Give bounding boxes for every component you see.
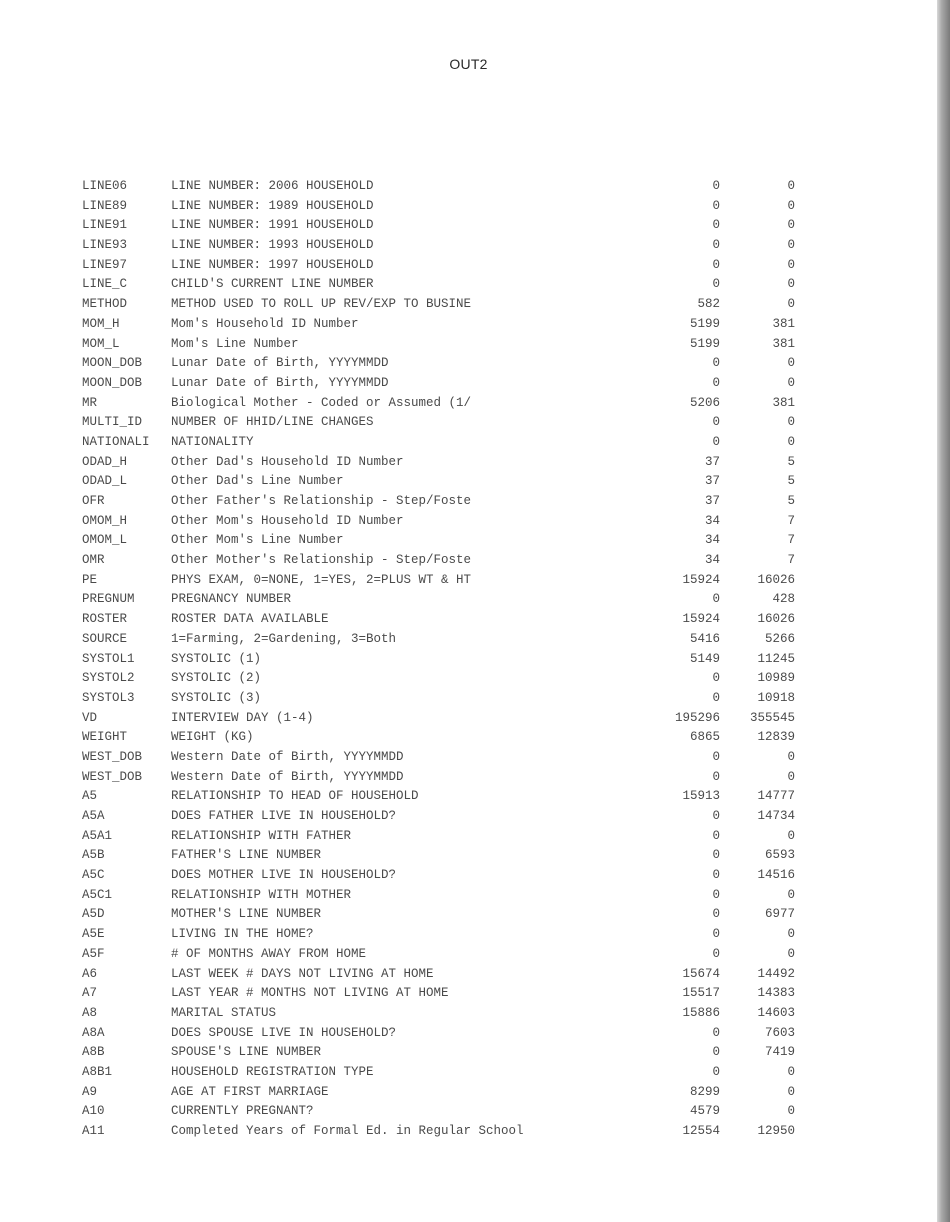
variable-name: A5C: [82, 868, 105, 883]
count-column-1: 34: [704, 553, 720, 568]
count-column-2: 0: [787, 769, 795, 784]
table-row: [0, 215, 937, 235]
count-column-1: 195296: [674, 710, 720, 725]
count-column-2: 0: [787, 179, 795, 193]
count-column-2: 0: [787, 887, 795, 902]
table-row: [0, 1023, 937, 1043]
count-column-2: 0: [787, 1104, 795, 1119]
variable-name: LINE97: [82, 257, 128, 272]
count-column-2: 11245: [757, 651, 795, 666]
count-column-2: 0: [787, 218, 795, 233]
variable-label: ROSTER DATA AVAILABLE: [171, 612, 329, 627]
variable-name: A9: [82, 1084, 98, 1099]
variable-name: WEST_DOB: [82, 769, 143, 784]
table-row: [0, 196, 937, 216]
variable-label: RELATIONSHIP WITH FATHER: [171, 828, 352, 843]
count-column-2: 355545: [749, 710, 795, 725]
table-row: [0, 747, 937, 767]
scrollbar[interactable]: [937, 0, 950, 1222]
count-column-1: 0: [712, 218, 720, 233]
table-row: [0, 767, 937, 787]
count-column-2: 0: [787, 375, 795, 390]
count-column-1: 8299: [689, 1084, 720, 1099]
count-column-1: 15886: [682, 1005, 720, 1020]
count-column-1: 0: [712, 257, 720, 272]
table-row: [0, 1082, 937, 1102]
variable-name: MOM_H: [82, 316, 120, 331]
count-column-1: 4579: [689, 1104, 720, 1119]
table-row: [0, 393, 937, 413]
count-column-1: 582: [697, 297, 720, 312]
count-column-1: 0: [712, 887, 720, 902]
count-column-2: 6593: [764, 848, 795, 863]
table-row: [0, 609, 937, 629]
table-row: [0, 904, 937, 924]
variable-label: Other Dad's Household ID Number: [171, 454, 404, 469]
count-column-2: 428: [772, 592, 795, 607]
count-column-2: 0: [787, 749, 795, 764]
variable-name: SOURCE: [82, 631, 128, 646]
variable-name: A5A: [82, 809, 105, 823]
count-column-2: 7419: [764, 1045, 795, 1060]
count-column-1: 5416: [689, 631, 720, 646]
variable-name: OMR: [82, 553, 105, 568]
table-row: [0, 727, 937, 747]
table-row: [0, 274, 937, 294]
count-column-2: 0: [787, 927, 795, 942]
count-column-1: 0: [712, 415, 720, 430]
table-row: [0, 668, 937, 688]
variable-label: METHOD USED TO ROLL UP REV/EXP TO BUSINE: [171, 297, 472, 312]
count-column-1: 0: [712, 946, 720, 961]
table-row: [0, 294, 937, 314]
variable-name: A11: [82, 1124, 105, 1138]
table-row: [0, 570, 937, 590]
variable-table: [0, 176, 937, 1141]
count-column-2: 381: [772, 316, 795, 331]
variable-label: Other Mom's Line Number: [171, 533, 344, 548]
table-row: [0, 334, 937, 354]
variable-label: Lunar Date of Birth, YYYYMMDD: [171, 356, 389, 371]
variable-label: # OF MONTHS AWAY FROM HOME: [171, 946, 367, 961]
table-row: [0, 373, 937, 393]
variable-label: Biological Mother - Coded or Assumed (1/: [171, 395, 472, 410]
count-column-2: 0: [787, 356, 795, 371]
count-column-1: 0: [712, 927, 720, 942]
table-row: [0, 845, 937, 865]
table-row: [0, 629, 937, 649]
count-column-1: 0: [712, 848, 720, 863]
count-column-1: 0: [712, 238, 720, 253]
count-column-1: 15517: [682, 986, 720, 1001]
variable-label: Other Father's Relationship - Step/Foste: [171, 494, 472, 508]
variable-name: A8B1: [82, 1064, 113, 1079]
variable-name: A7: [82, 986, 98, 1001]
variable-label: LINE NUMBER: 1989 HOUSEHOLD: [171, 198, 374, 213]
variable-name: LINE89: [82, 198, 128, 213]
count-column-2: 7: [787, 553, 795, 568]
variable-label: HOUSEHOLD REGISTRATION TYPE: [171, 1064, 374, 1079]
count-column-2: 0: [787, 946, 795, 961]
variable-label: RELATIONSHIP TO HEAD OF HOUSEHOLD: [171, 789, 419, 804]
variable-name: MR: [82, 395, 98, 410]
table-row: [0, 353, 937, 373]
variable-label: DOES SPOUSE LIVE IN HOUSEHOLD?: [171, 1025, 397, 1040]
variable-name: PREGNUM: [82, 592, 135, 607]
table-row: [0, 1121, 937, 1141]
table-row: [0, 589, 937, 609]
count-column-2: 381: [772, 336, 795, 351]
count-column-1: 15674: [682, 966, 720, 981]
table-row: [0, 550, 937, 570]
variable-name: A8B: [82, 1045, 105, 1060]
table-row: [0, 314, 937, 334]
variable-label: Completed Years of Formal Ed. in Regular School: [171, 1124, 524, 1138]
variable-name: PE: [82, 572, 98, 587]
variable-name: WEIGHT: [82, 730, 128, 745]
count-column-1: 5206: [689, 395, 720, 410]
count-column-2: 5: [787, 474, 795, 489]
count-column-2: 7: [787, 513, 795, 528]
variable-label: AGE AT FIRST MARRIAGE: [171, 1084, 329, 1099]
table-row: [0, 806, 937, 826]
count-column-1: 0: [712, 769, 720, 784]
variable-label: Western Date of Birth, YYYYMMDD: [171, 769, 404, 784]
count-column-1: 0: [712, 907, 720, 922]
table-row: [0, 235, 937, 255]
variable-label: 1=Farming, 2=Gardening, 3=Both: [171, 631, 397, 646]
variable-name: A5C1: [82, 887, 113, 902]
variable-name: A5: [82, 789, 98, 804]
variable-label: FATHER'S LINE NUMBER: [171, 848, 322, 863]
variable-label: Other Dad's Line Number: [171, 474, 344, 489]
count-column-2: 7: [787, 533, 795, 548]
count-column-2: 0: [787, 1084, 795, 1099]
table-row: [0, 452, 937, 472]
variable-label: LINE NUMBER: 2006 HOUSEHOLD: [171, 179, 374, 193]
count-column-2: 7603: [764, 1025, 795, 1040]
variable-name: OFR: [82, 494, 105, 508]
count-column-1: 0: [712, 1025, 720, 1040]
table-row: [0, 964, 937, 984]
variable-name: WEST_DOB: [82, 749, 143, 764]
variable-name: ROSTER: [82, 612, 128, 627]
variable-name: VD: [82, 710, 98, 725]
variable-label: PHYS EXAM, 0=NONE, 1=YES, 2=PLUS WT & HT: [171, 572, 472, 587]
table-row: [0, 708, 937, 728]
table-row: [0, 865, 937, 885]
variable-name: OMOM_L: [82, 533, 128, 548]
table-row: [0, 826, 937, 846]
count-column-1: 15924: [682, 612, 720, 627]
count-column-1: 0: [712, 749, 720, 764]
count-column-2: 14734: [757, 809, 795, 823]
count-column-2: 6977: [764, 907, 795, 922]
variable-name: A5B: [82, 848, 105, 863]
count-column-1: 5199: [689, 336, 720, 351]
count-column-1: 12554: [682, 1124, 720, 1138]
variable-label: Lunar Date of Birth, YYYYMMDD: [171, 375, 389, 390]
variable-name: A8A: [82, 1025, 105, 1040]
count-column-2: 0: [787, 828, 795, 843]
table-row: [0, 1042, 937, 1062]
count-column-1: 37: [704, 494, 720, 508]
variable-name: LINE91: [82, 218, 128, 233]
variable-label: MOTHER'S LINE NUMBER: [171, 907, 322, 922]
variable-label: DOES MOTHER LIVE IN HOUSEHOLD?: [171, 868, 397, 883]
variable-name: MOON_DOB: [82, 375, 143, 390]
count-column-1: 5149: [689, 651, 720, 666]
variable-name: A5E: [82, 927, 105, 942]
table-row: [0, 471, 937, 491]
variable-label: SYSTOLIC (3): [171, 690, 262, 705]
count-column-1: 34: [704, 533, 720, 548]
count-column-1: 6865: [689, 730, 720, 745]
variable-name: SYSTOL2: [82, 671, 135, 686]
count-column-1: 0: [712, 592, 720, 607]
count-column-2: 381: [772, 395, 795, 410]
variable-label: LINE NUMBER: 1991 HOUSEHOLD: [171, 218, 374, 233]
count-column-1: 0: [712, 868, 720, 883]
table-row: [0, 1003, 937, 1023]
count-column-2: 0: [787, 1064, 795, 1079]
table-row: [0, 530, 937, 550]
variable-name: SYSTOL1: [82, 651, 135, 666]
count-column-1: 34: [704, 513, 720, 528]
count-column-1: 37: [704, 454, 720, 469]
table-row: [0, 412, 937, 432]
count-column-1: 0: [712, 1045, 720, 1060]
variable-label: NATIONALITY: [171, 434, 254, 449]
count-column-2: 16026: [757, 612, 795, 627]
count-column-2: 16026: [757, 572, 795, 587]
count-column-2: 0: [787, 297, 795, 312]
variable-name: MOON_DOB: [82, 356, 143, 371]
variable-label: RELATIONSHIP WITH MOTHER: [171, 887, 352, 902]
count-column-1: 15924: [682, 572, 720, 587]
variable-name: LINE_C: [82, 277, 128, 292]
variable-label: SYSTOLIC (1): [171, 651, 262, 666]
variable-name: SYSTOL3: [82, 690, 135, 705]
variable-name: METHOD: [82, 297, 128, 312]
variable-label: LIVING IN THE HOME?: [171, 927, 314, 942]
variable-label: WEIGHT (KG): [171, 730, 254, 745]
table-row: [0, 924, 937, 944]
count-column-2: 14516: [757, 868, 795, 883]
table-row: [0, 511, 937, 531]
count-column-1: 0: [712, 1064, 720, 1079]
variable-label: LINE NUMBER: 1997 HOUSEHOLD: [171, 257, 374, 272]
table-row: [0, 491, 937, 511]
count-column-1: 15913: [682, 789, 720, 804]
count-column-1: 0: [712, 809, 720, 823]
table-row: [0, 983, 937, 1003]
variable-name: A5F: [82, 946, 105, 961]
count-column-2: 12839: [757, 730, 795, 745]
variable-name: LINE93: [82, 238, 128, 253]
variable-label: SPOUSE'S LINE NUMBER: [171, 1045, 322, 1060]
table-row: [0, 255, 937, 275]
variable-label: Other Mother's Relationship - Step/Foste: [171, 553, 472, 568]
count-column-2: 14777: [757, 789, 795, 804]
variable-name: NATIONALI: [82, 434, 150, 449]
count-column-2: 0: [787, 198, 795, 213]
count-column-2: 14492: [757, 966, 795, 981]
count-column-2: 12950: [757, 1124, 795, 1138]
variable-name: A6: [82, 966, 98, 981]
count-column-2: 0: [787, 415, 795, 430]
variable-label: SYSTOLIC (2): [171, 671, 262, 686]
table-row: [0, 176, 937, 196]
variable-label: LINE NUMBER: 1993 HOUSEHOLD: [171, 238, 374, 253]
count-column-2: 0: [787, 257, 795, 272]
variable-label: Western Date of Birth, YYYYMMDD: [171, 749, 404, 764]
variable-label: LAST WEEK # DAYS NOT LIVING AT HOME: [171, 966, 434, 981]
count-column-1: 0: [712, 690, 720, 705]
variable-label: DOES FATHER LIVE IN HOUSEHOLD?: [171, 809, 397, 823]
count-column-1: 0: [712, 277, 720, 292]
count-column-1: 0: [712, 356, 720, 371]
variable-label: Other Mom's Household ID Number: [171, 513, 404, 528]
count-column-2: 5: [787, 494, 795, 508]
count-column-1: 37: [704, 474, 720, 489]
variable-label: LAST YEAR # MONTHS NOT LIVING AT HOME: [171, 986, 449, 1001]
table-row: [0, 786, 937, 806]
count-column-2: 14383: [757, 986, 795, 1001]
table-row: [0, 432, 937, 452]
count-column-1: 0: [712, 434, 720, 449]
count-column-1: 0: [712, 671, 720, 686]
variable-label: Mom's Line Number: [171, 336, 299, 351]
count-column-2: 10918: [757, 690, 795, 705]
variable-label: CHILD'S CURRENT LINE NUMBER: [171, 277, 374, 292]
document-title: OUT2: [449, 56, 488, 72]
variable-name: ODAD_H: [82, 454, 128, 469]
variable-name: A5D: [82, 907, 105, 922]
variable-label: Mom's Household ID Number: [171, 316, 359, 331]
variable-label: INTERVIEW DAY (1-4): [171, 710, 314, 725]
variable-name: A8: [82, 1005, 98, 1020]
count-column-2: 5: [787, 454, 795, 469]
variable-name: ODAD_L: [82, 474, 128, 489]
count-column-1: 0: [712, 828, 720, 843]
variable-name: MULTI_ID: [82, 415, 143, 430]
table-row: [0, 688, 937, 708]
count-column-1: 5199: [689, 316, 720, 331]
table-row: [0, 1062, 937, 1082]
table-row: [0, 1101, 937, 1121]
count-column-1: 0: [712, 179, 720, 193]
count-column-2: 10989: [757, 671, 795, 686]
table-row: [0, 885, 937, 905]
count-column-2: 0: [787, 238, 795, 253]
variable-label: NUMBER OF HHID/LINE CHANGES: [171, 415, 374, 430]
count-column-2: 0: [787, 434, 795, 449]
count-column-1: 0: [712, 198, 720, 213]
variable-name: OMOM_H: [82, 513, 128, 528]
variable-label: CURRENTLY PREGNANT?: [171, 1104, 314, 1119]
variable-name: MOM_L: [82, 336, 120, 351]
variable-label: MARITAL STATUS: [171, 1005, 277, 1020]
variable-name: A10: [82, 1104, 105, 1119]
count-column-2: 0: [787, 277, 795, 292]
variable-name: A5A1: [82, 828, 113, 843]
table-row: [0, 944, 937, 964]
count-column-2: 5266: [764, 631, 795, 646]
count-column-1: 0: [712, 375, 720, 390]
table-row: [0, 649, 937, 669]
count-column-2: 14603: [757, 1005, 795, 1020]
variable-label: PREGNANCY NUMBER: [171, 592, 292, 607]
variable-name: LINE06: [82, 179, 128, 193]
